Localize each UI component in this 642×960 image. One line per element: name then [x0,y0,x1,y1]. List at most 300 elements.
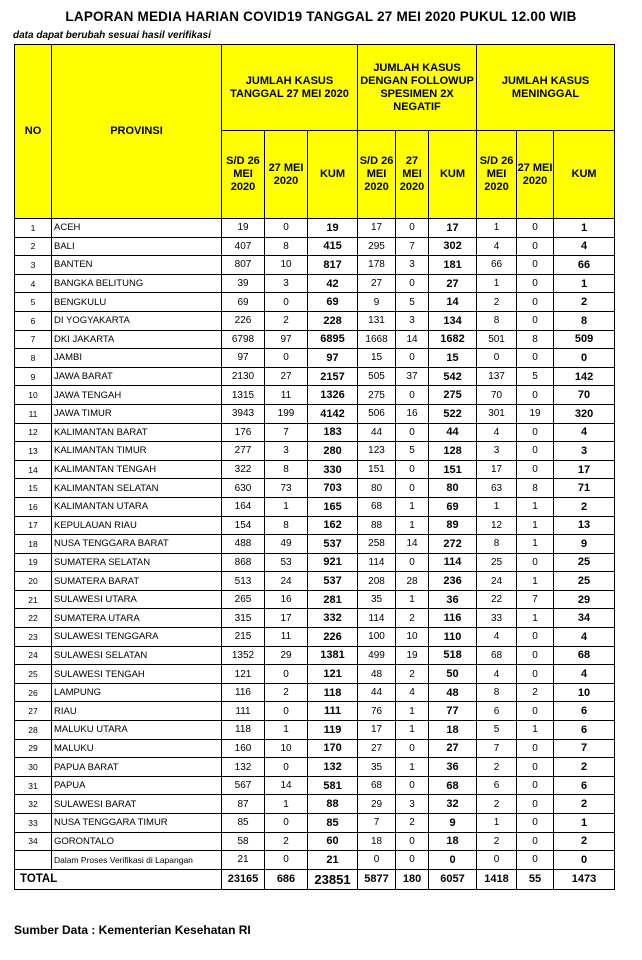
value-cell: 2130 [222,367,265,386]
value-cell: 49 [265,535,308,554]
cumulative-cell: 921 [308,553,358,572]
value-cell: 73 [265,479,308,498]
province-name: SULAWESI TENGAH [52,665,222,684]
cumulative-cell: 281 [308,590,358,609]
cumulative-cell: 27 [429,739,477,758]
province-name: SULAWESI SELATAN [52,646,222,665]
value-cell: 0 [265,219,308,238]
cumulative-cell: 15 [429,349,477,368]
row-number: 5 [15,293,52,312]
cumulative-cell: 66 [554,256,615,275]
value-cell: 208 [358,572,396,591]
value-cell: 506 [358,404,396,423]
value-cell: 19 [222,219,265,238]
value-cell: 1 [265,497,308,516]
value-cell: 17 [265,609,308,628]
cumulative-cell: 42 [308,274,358,293]
value-cell: 0 [517,851,554,870]
value-cell: 2 [477,832,517,851]
value-cell: 97 [265,330,308,349]
cumulative-cell: 330 [308,460,358,479]
cumulative-cell: 2 [554,758,615,777]
value-cell: 630 [222,479,265,498]
province-name: BENGKULU [52,293,222,312]
row-number: 17 [15,516,52,535]
cumulative-cell: 18 [429,721,477,740]
value-cell: 8 [477,683,517,702]
cumulative-cell: 132 [308,758,358,777]
value-cell: 24 [477,572,517,591]
province-name: ACEH [52,219,222,238]
cumulative-cell: 19 [308,219,358,238]
cumulative-cell: 3 [554,442,615,461]
value-cell: 160 [222,739,265,758]
value-cell: 63 [477,479,517,498]
value-cell: 5 [396,293,429,312]
cumulative-cell: 518 [429,646,477,665]
value-cell: 258 [358,535,396,554]
table-row [15,646,615,665]
cumulative-cell: 703 [308,479,358,498]
province-name: JAMBI [52,349,222,368]
row-number: 16 [15,497,52,516]
subheader-day: 27 MEI 2020 [517,131,554,219]
cumulative-cell: 14 [429,293,477,312]
table-row [15,479,615,498]
table-body [15,219,615,870]
row-number: 19 [15,553,52,572]
value-cell: 7 [477,739,517,758]
cumulative-cell: 1 [554,274,615,293]
table-row [15,256,615,275]
province-name: SULAWESI TENGGARA [52,628,222,647]
cumulative-cell: 522 [429,404,477,423]
cumulative-cell: 68 [554,646,615,665]
value-cell: 123 [358,442,396,461]
province-name: RIAU [52,702,222,721]
cumulative-cell: 236 [429,572,477,591]
subheader-day: 27 MEI 2020 [265,131,308,219]
value-cell: 0 [396,851,429,870]
cumulative-cell: 97 [308,349,358,368]
value-cell: 275 [358,386,396,405]
value-cell: 35 [358,758,396,777]
value-cell: 176 [222,423,265,442]
value-cell: 0 [396,219,429,238]
value-cell: 1 [477,497,517,516]
value-cell: 0 [517,758,554,777]
value-cell: 1 [265,721,308,740]
value-cell: 1 [517,535,554,554]
value-cell: 28 [396,572,429,591]
value-cell: 4 [477,665,517,684]
table-row [15,237,615,256]
value-cell: 7 [517,590,554,609]
value-cell: 48 [358,665,396,684]
value-cell: 0 [517,311,554,330]
value-cell: 0 [517,665,554,684]
cumulative-cell: 4 [554,665,615,684]
cumulative-cell: 34 [554,609,615,628]
value-cell: 3 [396,311,429,330]
value-cell: 37 [396,367,429,386]
cumulative-cell: 509 [554,330,615,349]
total-cell: 23851 [308,869,358,889]
value-cell: 1 [396,758,429,777]
value-cell: 0 [517,739,554,758]
province-name: KALIMANTAN UTARA [52,497,222,516]
value-cell: 164 [222,497,265,516]
value-cell: 513 [222,572,265,591]
value-cell: 76 [358,702,396,721]
cumulative-cell: 165 [308,497,358,516]
value-cell: 0 [517,386,554,405]
subheader-sd: S/D 26 MEI 2020 [358,131,396,219]
value-cell: 0 [265,758,308,777]
cumulative-cell: 2157 [308,367,358,386]
value-cell: 2 [477,795,517,814]
table-row [15,311,615,330]
row-number: 15 [15,479,52,498]
value-cell: 0 [396,423,429,442]
value-cell: 114 [358,609,396,628]
value-cell: 0 [265,293,308,312]
cumulative-cell: 48 [429,683,477,702]
province-name: Dalam Proses Verifikasi di Lapangan [52,851,222,870]
value-cell: 4 [477,628,517,647]
value-cell: 501 [477,330,517,349]
value-cell: 29 [265,646,308,665]
table-row [15,665,615,684]
table-row [15,683,615,702]
cumulative-cell: 68 [429,776,477,795]
value-cell: 277 [222,442,265,461]
value-cell: 0 [517,646,554,665]
cumulative-cell: 121 [308,665,358,684]
cumulative-cell: 9 [554,535,615,554]
value-cell: 0 [265,851,308,870]
row-number: 2 [15,237,52,256]
value-cell: 17 [358,721,396,740]
row-number: 3 [15,256,52,275]
row-number: 29 [15,739,52,758]
value-cell: 17 [358,219,396,238]
row-number: 18 [15,535,52,554]
province-name: SUMATERA BARAT [52,572,222,591]
table-row [15,367,615,386]
cumulative-cell: 36 [429,590,477,609]
value-cell: 66 [477,256,517,275]
value-cell: 0 [396,739,429,758]
value-cell: 53 [265,553,308,572]
value-cell: 16 [265,590,308,609]
value-cell: 2 [265,311,308,330]
value-cell: 121 [222,665,265,684]
cumulative-cell: 6 [554,776,615,795]
value-cell: 1 [517,497,554,516]
row-number: 20 [15,572,52,591]
value-cell: 0 [358,851,396,870]
value-cell: 131 [358,311,396,330]
total-cell: 23165 [222,869,265,889]
province-name: KEPULAUAN RIAU [52,516,222,535]
report-title: LAPORAN MEDIA HARIAN COVID19 TANGGAL 27 MEI 2020 PUKUL 12.00 WIB [65,9,577,24]
value-cell: 6798 [222,330,265,349]
value-cell: 3 [396,256,429,275]
subheader-kum: KUM [308,131,358,219]
cumulative-cell: 275 [429,386,477,405]
province-name: SUMATERA SELATAN [52,553,222,572]
cumulative-cell: 0 [429,851,477,870]
cumulative-cell: 116 [429,609,477,628]
row-number: 26 [15,683,52,702]
value-cell: 24 [265,572,308,591]
cumulative-cell: 0 [554,349,615,368]
value-cell: 132 [222,758,265,777]
row-number: 4 [15,274,52,293]
subheader-day: 27 MEI 2020 [396,131,429,219]
value-cell: 3 [477,442,517,461]
value-cell: 69 [222,293,265,312]
value-cell: 151 [358,460,396,479]
value-cell: 407 [222,237,265,256]
table-row [15,219,615,238]
table-row [15,795,615,814]
value-cell: 25 [477,553,517,572]
cumulative-cell: 581 [308,776,358,795]
table-row [15,776,615,795]
cumulative-cell: 17 [554,460,615,479]
value-cell: 1 [396,497,429,516]
value-cell: 5 [477,721,517,740]
table-row [15,274,615,293]
value-cell: 18 [358,832,396,851]
value-cell: 0 [517,702,554,721]
verification-note: data dapat berubah sesuai hasil verifikasi [13,30,211,41]
value-cell: 1 [517,609,554,628]
cumulative-cell: 36 [429,758,477,777]
subheader-sd: S/D 26 MEI 2020 [477,131,517,219]
table-row [15,721,615,740]
cumulative-cell: 21 [308,851,358,870]
value-cell: 0 [517,814,554,833]
row-number: 32 [15,795,52,814]
table-row [15,590,615,609]
cumulative-cell: 2 [554,832,615,851]
value-cell: 8 [517,330,554,349]
value-cell: 27 [358,739,396,758]
row-number: 10 [15,386,52,405]
value-cell: 1 [517,516,554,535]
value-cell: 0 [396,832,429,851]
cumulative-cell: 10 [554,683,615,702]
value-cell: 1668 [358,330,396,349]
value-cell: 0 [517,349,554,368]
value-cell: 0 [517,628,554,647]
value-cell: 29 [358,795,396,814]
cumulative-cell: 111 [308,702,358,721]
row-number: 27 [15,702,52,721]
value-cell: 488 [222,535,265,554]
value-cell: 1 [396,702,429,721]
row-number: 9 [15,367,52,386]
value-cell: 16 [396,404,429,423]
row-number: 6 [15,311,52,330]
covid-data-table [14,44,615,890]
cumulative-cell: 8 [554,311,615,330]
header-meninggal: JUMLAH KASUS MENINGGAL [477,45,615,131]
value-cell: 5 [396,442,429,461]
value-cell: 68 [358,776,396,795]
value-cell: 0 [517,256,554,275]
province-name: NUSA TENGGARA TIMUR [52,814,222,833]
value-cell: 9 [358,293,396,312]
province-name: SUMATERA UTARA [52,609,222,628]
value-cell: 499 [358,646,396,665]
cumulative-cell: 272 [429,535,477,554]
cumulative-cell: 60 [308,832,358,851]
value-cell: 19 [396,646,429,665]
province-name: GORONTALO [52,832,222,851]
cumulative-cell: 114 [429,553,477,572]
value-cell: 22 [477,590,517,609]
cumulative-cell: 2 [554,795,615,814]
value-cell: 85 [222,814,265,833]
row-number: 31 [15,776,52,795]
total-row [15,869,615,889]
row-number: 34 [15,832,52,851]
table-row [15,814,615,833]
province-name: LAMPUNG [52,683,222,702]
cumulative-cell: 320 [554,404,615,423]
cumulative-cell: 2 [554,497,615,516]
value-cell: 199 [265,404,308,423]
value-cell: 0 [396,460,429,479]
value-cell: 7 [396,237,429,256]
cumulative-cell: 280 [308,442,358,461]
value-cell: 807 [222,256,265,275]
value-cell: 1 [517,721,554,740]
row-number: 28 [15,721,52,740]
row-number: 8 [15,349,52,368]
value-cell: 27 [265,367,308,386]
value-cell: 111 [222,702,265,721]
value-cell: 33 [477,609,517,628]
total-label: TOTAL [15,869,222,889]
value-cell: 0 [517,219,554,238]
value-cell: 1 [396,516,429,535]
table-row [15,404,615,423]
cumulative-cell: 1 [554,814,615,833]
cumulative-cell: 118 [308,683,358,702]
cumulative-cell: 18 [429,832,477,851]
table-row [15,851,615,870]
value-cell: 0 [517,832,554,851]
value-cell: 154 [222,516,265,535]
cumulative-cell: 77 [429,702,477,721]
value-cell: 15 [358,349,396,368]
row-number: 1 [15,219,52,238]
table-row [15,628,615,647]
province-name: KALIMANTAN TENGAH [52,460,222,479]
value-cell: 265 [222,590,265,609]
province-name: KALIMANTAN SELATAN [52,479,222,498]
value-cell: 11 [265,386,308,405]
table-row [15,572,615,591]
total-cell: 6057 [429,869,477,889]
value-cell: 0 [517,237,554,256]
subheader-kum: KUM [554,131,615,219]
cumulative-cell: 0 [554,851,615,870]
cumulative-cell: 25 [554,572,615,591]
value-cell: 4 [477,237,517,256]
cumulative-cell: 4 [554,423,615,442]
value-cell: 17 [477,460,517,479]
table-row [15,535,615,554]
value-cell: 0 [396,776,429,795]
cumulative-cell: 85 [308,814,358,833]
value-cell: 2 [517,683,554,702]
value-cell: 68 [358,497,396,516]
cumulative-cell: 537 [308,572,358,591]
row-number [15,851,52,870]
row-number: 7 [15,330,52,349]
total-cell: 180 [396,869,429,889]
value-cell: 70 [477,386,517,405]
value-cell: 0 [517,274,554,293]
row-number: 25 [15,665,52,684]
value-cell: 215 [222,628,265,647]
value-cell: 315 [222,609,265,628]
value-cell: 1 [517,572,554,591]
value-cell: 2 [396,609,429,628]
value-cell: 6 [477,776,517,795]
value-cell: 8 [517,479,554,498]
cumulative-cell: 4142 [308,404,358,423]
cumulative-cell: 17 [429,219,477,238]
cumulative-cell: 415 [308,237,358,256]
cumulative-cell: 44 [429,423,477,442]
cumulative-cell: 817 [308,256,358,275]
cumulative-cell: 71 [554,479,615,498]
value-cell: 7 [358,814,396,833]
cumulative-cell: 29 [554,590,615,609]
value-cell: 27 [358,274,396,293]
table-row [15,702,615,721]
value-cell: 0 [477,851,517,870]
row-number: 11 [15,404,52,423]
total-cell: 1473 [554,869,615,889]
table-row [15,386,615,405]
value-cell: 39 [222,274,265,293]
total-cell: 5877 [358,869,396,889]
cumulative-cell: 70 [554,386,615,405]
row-number: 24 [15,646,52,665]
table-row [15,497,615,516]
province-name: MALUKU UTARA [52,721,222,740]
header-no: NO [15,45,52,219]
cumulative-cell: 142 [554,367,615,386]
cumulative-cell: 9 [429,814,477,833]
cumulative-cell: 88 [308,795,358,814]
cumulative-cell: 6 [554,702,615,721]
cumulative-cell: 4 [554,628,615,647]
province-name: SULAWESI BARAT [52,795,222,814]
value-cell: 118 [222,721,265,740]
cumulative-cell: 25 [554,553,615,572]
data-source: Sumber Data : Kementerian Kesehatan RI [14,923,251,937]
value-cell: 5 [517,367,554,386]
